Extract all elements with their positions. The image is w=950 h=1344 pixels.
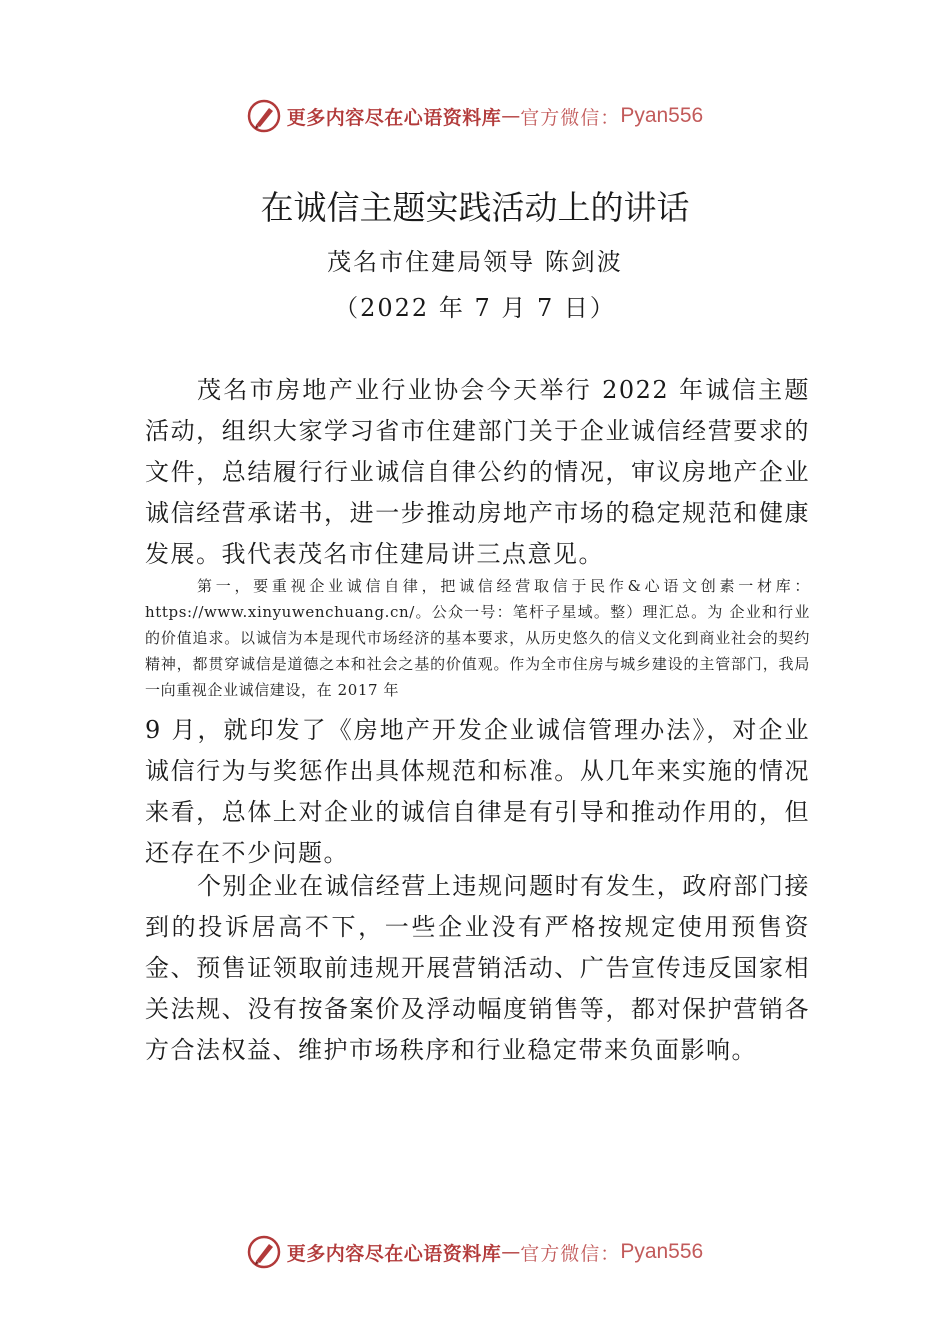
header-banner: [0, 96, 950, 136]
document-title: 在诚信主题实践活动上的讲话: [260, 188, 690, 227]
banner-label: 官方微信：: [520, 106, 621, 129]
banner-separator: —: [501, 105, 521, 127]
pen-logo-icon: [247, 99, 281, 133]
document-date: （2022 年 7 月 7 日）: [334, 294, 616, 322]
paragraph-problems: 个别企业在诚信经营上违规问题时有发生，政府部门接到的投诉居高不下，一些企业没有严格按规定使用预售资金、预售证领取前违规开展营销活动、广告宣传违反国家相关法规、没有按备案价及浮动幅度销售等，都对保护营销各方合法权益、维护市场秩序和行业稳定带来负面影响。: [145, 872, 810, 1064]
banner-wechat-id: Pyan556: [620, 1240, 704, 1263]
paragraph-intro: 茂名市房地产业行业协会今天举行 2022 年诚信主题活动，组织大家学习省市住建部门关于企业诚信经营要求的文件，总结履行行业诚信自律公约的情况，审议房地产企业诚信经营承诺书，进一步推动房地产市场的稳定规范和健康发展。我代表茂名市住建局讲三点意见。: [145, 376, 810, 568]
paragraph-first-point: 第一，要重视企业诚信自律，把诚信经营取信于民作&心语文创素一材库：https://www.xinyuwenchuang.cn/。公众一号：笔杆子星域。整）理汇总。为 企业和行业的价值追求。以诚信为本是现代市场经济的基本要求，从历史悠久的信义文化到商业社会的契约精神，都贯穿诚信是道德之本和社会之基的价值观。作为全市住房与城乡建设的主管部门，我局一向重视企业诚信建设，在 2017 年: [145, 577, 810, 699]
paragraph-continuation: 9 月，就印发了《房地产开发企业诚信管理办法》，对企业诚信行为与奖惩作出具体规范和标准。从几年来实施的情况来看，总体上对企业的诚信自律是有引导和推动作用的，但还存在不少问题。: [145, 716, 810, 867]
banner-separator: —: [501, 1241, 521, 1263]
banner-label: 官方微信：: [520, 1242, 621, 1265]
banner-wechat-id: Pyan556: [620, 104, 704, 127]
banner-brand: 更多内容尽在心语资料库: [286, 1242, 502, 1265]
banner-brand: 更多内容尽在心语资料库: [286, 106, 502, 129]
pen-logo-icon: [247, 1235, 281, 1269]
footer-banner: [0, 1232, 950, 1272]
document-author: 茂名市住建局领导 陈剑波: [327, 248, 623, 276]
